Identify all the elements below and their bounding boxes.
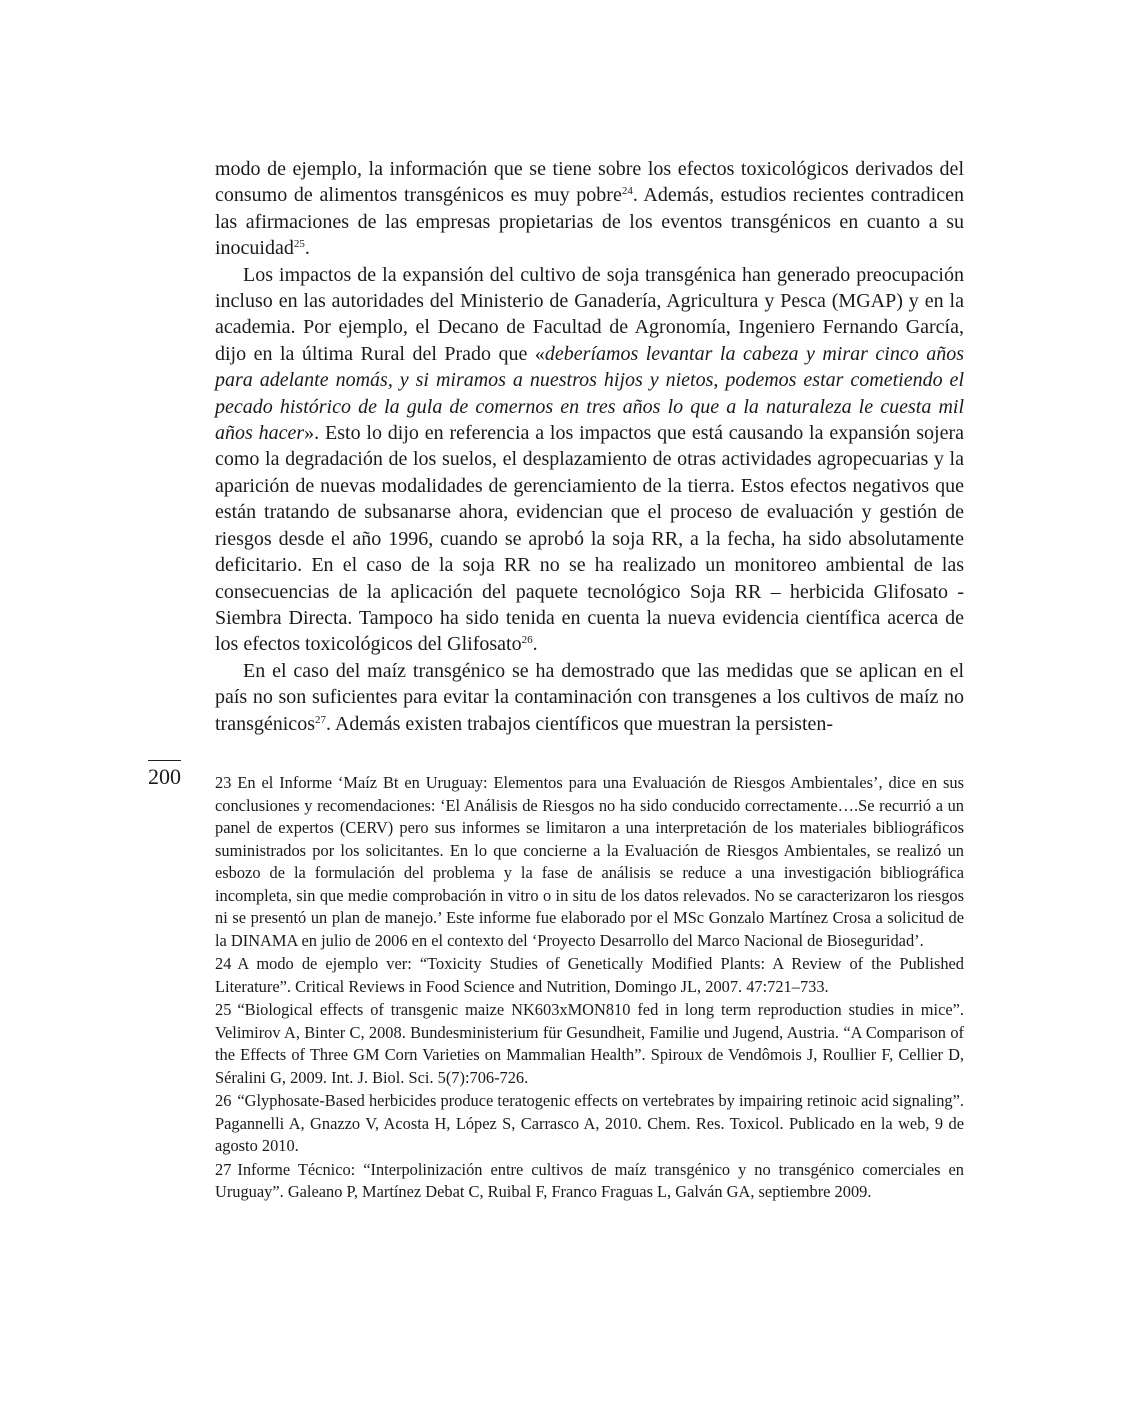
footnote-25 (215, 999, 964, 1089)
footnote-24 (215, 953, 964, 998)
footnote-text: En el Informe ‘Maíz Bt en Uruguay: Elementos para una Evaluación de Riesgos Ambientales’, dice en sus conclusiones y recomendaciones: ‘El Análisis de Riesgos no ha sido conducido correctamente….Se recurrió a un panel de expertos (CERV) pero sus informes se limitaron a una interpretación de los materiales bibliográficos suministrados por los solicitantes. En lo que concierne a la Evaluación de Riesgos Ambientales, se realizó un esbozo de la formulación del problema y la fase de análisis se reduce a una investigación bibliográfica incompleta, sin que medie comprobación in vitro o in situ de los datos relevados. No se caracterizaron los riesgos ni se presentó un plan de manejo.’ Este informe fue elaborado por el MSc Gonzalo Martínez Crosa a solicitud de la DINAMA en julio de 2006 en el contexto del ‘Proyecto Desarrollo del Marco Nacional de Bioseguridad’. (215, 773, 964, 950)
paragraph-1-text-b: . Además, estudios recientes contradicen las afirmaciones de las empresas propietarias de los eventos transgénicos en cuanto a su inocuidad (215, 184, 964, 260)
footnote-number: 27 (215, 1159, 232, 1179)
paragraph-2-text-c: . (532, 633, 538, 656)
paragraph-1-text-a: modo de ejemplo, la información que se tiene sobre los efectos toxicológicos derivados del consumo de alimentos transgénicos es muy pobre (215, 158, 964, 207)
footnote-number: 24 (215, 954, 232, 973)
paragraph-1-text-c: . (304, 237, 310, 260)
paragraph-3-text-b: . Además existen trabajos científicos que muestran la persisten- (325, 712, 834, 735)
paragraph-1 (215, 156, 964, 262)
paragraph-2 (215, 262, 964, 658)
footnote-27 (215, 1159, 964, 1204)
footnote-number: 23 (215, 773, 232, 792)
footnote-number: 26 (215, 1091, 232, 1110)
footnote-text: “Glyphosate-Based herbicides produce teratogenic effects on vertebrates by impairing retinoic acid signaling”. Pagannelli A, Gnazzo V, Acosta H, López S, Carrasco A, 2010. Chem. Res. Toxicol. Publicado en la web, 9 de agosto 2010. (215, 1091, 964, 1155)
paragraph-2-text-b: ». Esto lo dijo en referencia a los impactos que está causando la expansión sojera como la degradación de los suelos, el desplazamiento de otras actividades agropecuarias y la aparición de nuevas modalidades de gerenciamiento de la tierra. Estos efectos negativos que están tratando de subsanarse ahora, evidencian que el proceso de evaluación y gestión de riesgos desde el año 1996, cuando se aprobó la soja RR, a la fecha, ha sido absolutamente deficitario. En el caso de la soja RR no se ha realizado un monitoreo ambiental de las consecuencias de la aplicación del paquete tecnológico Soja RR – herbicida Glifosato - Siembra Directa. Tampoco ha sido tenida en cuenta la nueva evidencia científica acerca de los efectos toxicológicos del Glifosato (215, 422, 964, 656)
footnote-ref-26[interactable]: 26 (521, 634, 533, 647)
footnote-number: 25 (215, 1000, 232, 1019)
body-text (215, 156, 964, 737)
paragraph-3 (215, 658, 964, 737)
footnote-text: “Biological effects of transgenic maize NK603xMON810 fed in long term reproduction studies in mice”. Velimirov A, Binter C, 2008. Bundesministerium für Gesundheit, Familie und Jugend, Austria. “A Comparison of the Effects of Three GM Corn Varieties on Mammalian Health”. Spiroux de Vendômois J, Roullier F, Cellier D, Séralini G, 2009. Int. J. Biol. Sci. 5(7):706-726. (215, 1000, 964, 1087)
page-number-rule (148, 760, 181, 761)
footnote-ref-24[interactable]: 24 (621, 185, 633, 198)
footnote-23 (215, 772, 964, 952)
footnotes (215, 772, 964, 1205)
paragraph-3-text-a: En el caso del maíz transgénico se ha demostrado que las medidas que se aplican en el país no son suficientes para evitar la contaminación con transgenes a los cultivos de maíz no transgénicos (215, 659, 964, 735)
footnote-text: Informe Técnico: “Interpolinización entre cultivos de maíz transgénico y no transgénico comerciales en Uruguay”. Galeano P, Martínez Debat C, Ruibal F, Franco Fraguas L, Galván GA, septiembre 2009. (215, 1159, 964, 1201)
footnote-text: A modo de ejemplo ver: “Toxicity Studies of Genetically Modified Plants: A Review of the Published Literature”. Critical Reviews in Food Science and Nutrition, Domingo JL, 2007. 47:721–733. (215, 954, 964, 996)
dean-quote: deberíamos levantar la cabeza y mirar cinco años para adelante nomás, y si miramos a nuestros hijos y nietos, podemos estar cometiendo el pecado histórico de la gula de comernos en tres años lo que a la naturaleza le cuesta mil años hacer (215, 342, 965, 445)
footnote-ref-27[interactable]: 27 (314, 713, 326, 726)
footnote-ref-25[interactable]: 25 (293, 238, 305, 251)
footnote-26 (215, 1090, 964, 1158)
page-number: 200 (148, 764, 181, 789)
paragraph-2-text-a: Los impactos de la expansión del cultivo de soja transgénica han generado preocupación incluso en las autoridades del Ministerio de Ganadería, Agricultura y Pesca (MGAP) y en la academia. Por ejemplo, el Decano de Facultad de Agronomía, Ingeniero Fernando García, dijo en la última Rural del Prado que « (215, 263, 964, 365)
